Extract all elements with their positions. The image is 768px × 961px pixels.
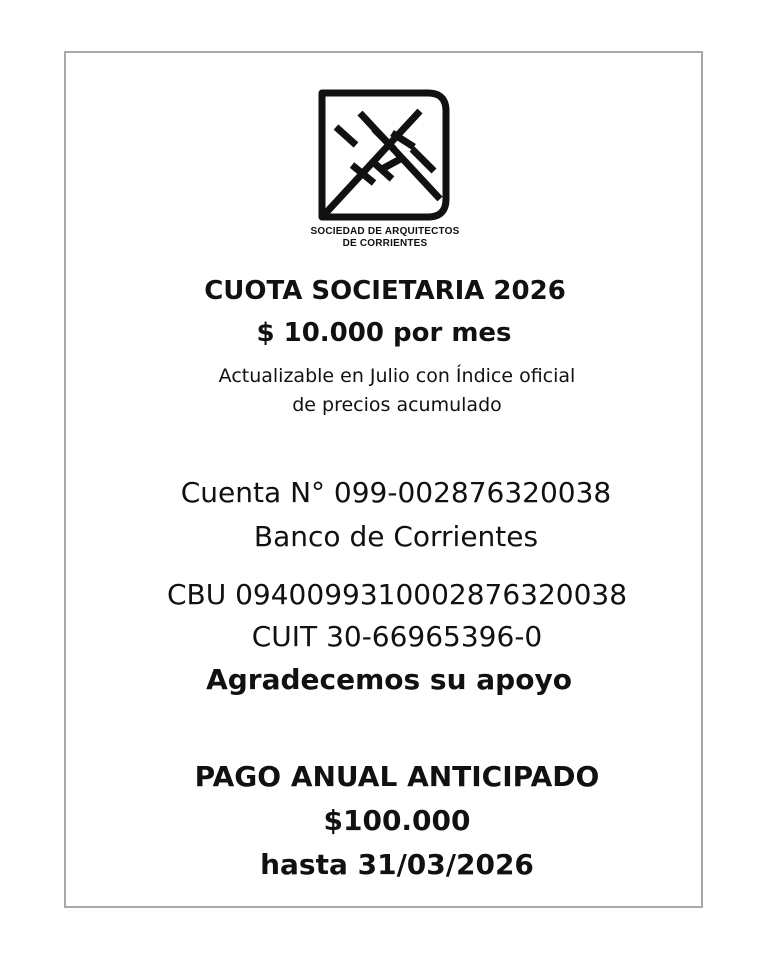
thanks-message: Agradecemos su apoyo [206, 663, 572, 696]
cbu-number: CBU 0940099310002876320038 [166, 578, 628, 611]
annual-title: PAGO ANUAL ANTICIPADO [194, 760, 600, 793]
annual-deadline: hasta 31/03/2026 [260, 848, 534, 881]
fee-note-line2: de precios acumulado [292, 394, 502, 416]
account-number: Cuenta N° 099-002876320038 [180, 476, 612, 509]
cuit-number: CUIT 30-66965396-0 [251, 620, 543, 653]
fee-amount: $ 10.000 por mes [256, 318, 512, 348]
bank-name: Banco de Corrientes [253, 520, 539, 553]
logo-caption-line1: SOCIEDAD DE ARQUITECTOS [310, 226, 460, 237]
fee-title: CUOTA SOCIETARIA 2026 [204, 276, 566, 306]
society-logo-icon [316, 87, 452, 223]
fee-note-line1: Actualizable en Julio con Índice oficial [218, 365, 576, 387]
annual-amount: $100.000 [323, 804, 471, 837]
logo-caption-line2: DE CORRIENTES [342, 238, 428, 249]
